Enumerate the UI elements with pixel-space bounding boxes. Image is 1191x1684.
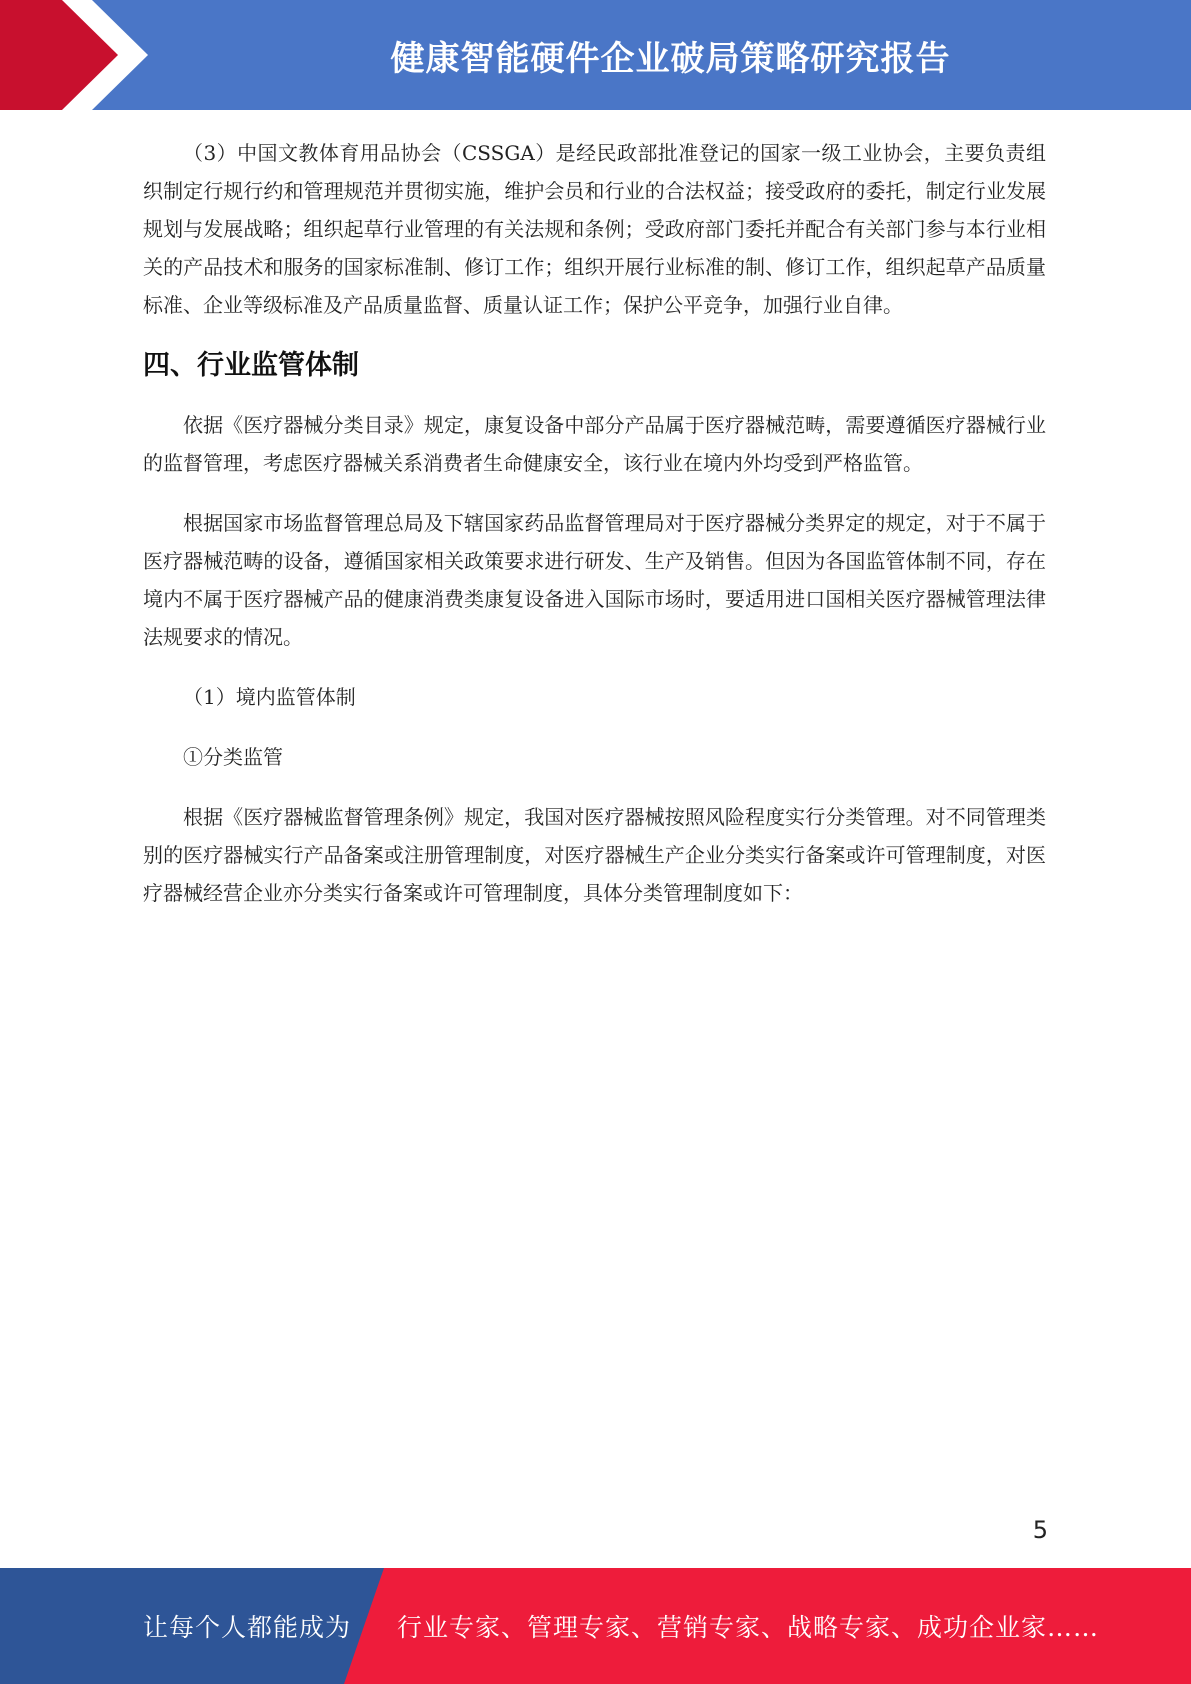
paragraph-classification: 依据《医疗器械分类目录》规定，康复设备中部分产品属于医疗器械范畴，需要遵循医疗器械行业的监督管理，考虑医疗器械关系消费者生命健康安全，该行业在境内外均受到严格监管。	[143, 413, 1046, 475]
paragraph-cssga: （3）中国文教体育用品协会（CSSGA）是经民政部批准登记的国家一级工业协会，主要负责组织制定行规行约和管理规范并贯彻实施，维护会员和行业的合法权益；接受政府的委托，制定行业发展规划与发展战略；组织起草行业管理的有关法规和条例；受政府部门委托并配合有关部门参与本行业相关的产品技术和服务的国家标准制、修订工作；组织开展行业标准的制、修订工作，组织起草产品质量标准、企业等级标准及产品质量监督、质量认证工作；保护公平竞争，加强行业自律。	[143, 141, 1046, 317]
footer-slogan-left: 让每个人都能成为	[143, 1613, 352, 1642]
report-title: 健康智能硬件企业破局策略研究报告	[390, 38, 951, 79]
paragraph-regulations-act: 根据《医疗器械监督管理条例》规定，我国对医疗器械按照风险程度实行分类管理。对不同管理类别的医疗器械实行产品备案或注册管理制度，对医疗器械生产企业分类实行备案或许可管理制度，对医疗器械经营企业亦分类实行备案或许可管理制度，具体分类管理制度如下：	[143, 805, 1046, 905]
section-heading: 四、行业监管体制	[143, 350, 359, 381]
header-banner	[0, 0, 1191, 110]
page-number: 5	[1032, 1516, 1048, 1544]
footer-banner	[0, 1568, 1191, 1684]
subheading-classified: ①分类监管	[183, 745, 283, 769]
document-body	[143, 134, 1046, 934]
subheading-domestic: （1）境内监管体制	[183, 685, 356, 709]
footer-slogan-right: 行业专家、管理专家、营销专家、战略专家、成功企业家……	[397, 1613, 1100, 1642]
paragraph-regulation: 根据国家市场监督管理总局及下辖国家药品监督管理局对于医疗器械分类界定的规定，对于不属于医疗器械范畴的设备，遵循国家相关政策要求进行研发、生产及销售。但因为各国监管体制不同，存在境内不属于医疗器械产品的健康消费类康复设备进入国际市场时，要适用进口国相关医疗器械管理法律法规要求的情况。	[143, 511, 1046, 649]
